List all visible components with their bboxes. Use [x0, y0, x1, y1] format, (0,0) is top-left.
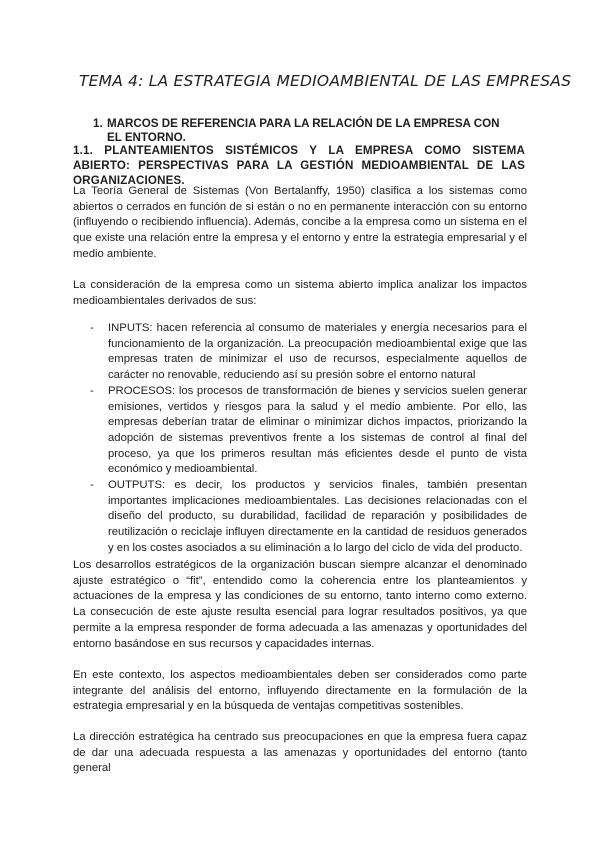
list-item-text: OUTPUTS: es decir, los productos y servicios finales, también presentan importantes implicaciones medioambientales. Las decisiones relacionadas con el diseño del producto, su durabilidad, facilidad de reparación y posibilidades de reutilización o reciclaje influyen directamente en la cantidad de residuos generados y en los costes asociados a su eliminación a lo largo del ciclo de vida del producto.: [108, 479, 527, 554]
paragraph: La Teoría General de Sistemas (Von Bertalanffy, 1950) clasifica a los sistemas como abiertos o cerrados en función de si están o no en permanente interacción con su entorno (influyendo o recibiendo influencia). Además, concibe a la empresa como un sistema en el que existe una relación entre la empresa y el entorno y entre la estrategia empresarial y el medio ambiente.: [73, 185, 527, 260]
page-title: TEMA 4: LA ESTRATEGIA MEDIOAMBIENTAL DE LAS EMPRESAS: [79, 72, 572, 90]
list-item: [73, 321, 527, 384]
bullet-marker: -: [90, 479, 94, 492]
section-heading-text: MARCOS DE REFERENCIA PARA LA RELACIÓN DE LA EMPRESA CON EL ENTORNO.: [107, 117, 500, 144]
paragraph: Los desarrollos estratégicos de la organización buscan siempre alcanzar el denominado ajuste estratégico o “fit”, entendido como la coherencia entre los planteamientos y actuaciones de la empresa y las condiciones de su entorno, tanto interno como externo. La consecución de este ajuste resulta esencial para lograr resultados positivos, ya que permite a la empresa responder de forma adecuada a las amenazas y oportunidades del entorno basándose en sus recursos y capacidades internas.: [73, 559, 527, 650]
list-item-text: PROCESOS: los procesos de transformación de bienes y servicios suelen generar emisiones, vertidos y riesgos para la salud y el medio ambiente. Por ello, las empresas deberían tratar de eliminar o minimizar dichos impactos, priorizando la adopción de sistemas preventivos frente a los sistemas de control al final del proceso, ya que los primeros resultan más eficientes desde el punto de vista económico y medioambiental.: [108, 384, 527, 476]
list-item: [73, 478, 527, 557]
bullet-list: [73, 321, 527, 557]
section-heading: [93, 117, 517, 145]
section-number: 1.: [93, 117, 103, 130]
list-item-text: INPUTS: hacen referencia al consumo de materiales y energía necesarios para el funcionamiento de la organización. La preocupación medioambiental exige que las empresas traten de minimizar el uso de recursos, especialmente aquellos de carácter no renovable, reduciendo así su presión sobre el entorno natural: [108, 322, 527, 382]
paragraph: La consideración de la empresa como un sistema abierto implica analizar los impactos medioambientales derivados de sus:: [73, 279, 527, 307]
list-item: [73, 384, 527, 478]
bullet-marker: -: [90, 384, 94, 397]
subsection-heading: 1.1. PLANTEAMIENTOS SISTÉMICOS Y LA EMPRESA COMO SISTEMA ABIERTO: PERSPECTIVAS PARA LA GESTIÓN MEDIOAMBIENTAL DE LAS ORGANIZACIONES.: [73, 144, 525, 187]
paragraph: La dirección estratégica ha centrado sus preocupaciones en que la empresa fuera capaz de dar una adecuada respuesta a las amenazas y oportunidades del entorno (tanto general: [73, 731, 527, 775]
bullet-marker: -: [90, 322, 94, 334]
paragraph: En este contexto, los aspectos medioambientales deben ser considerados como parte integrante del análisis del entorno, influyendo directamente en la formulación de la estrategia empresarial y en la búsqueda de ventajas competitivas sostenibles.: [73, 669, 527, 713]
